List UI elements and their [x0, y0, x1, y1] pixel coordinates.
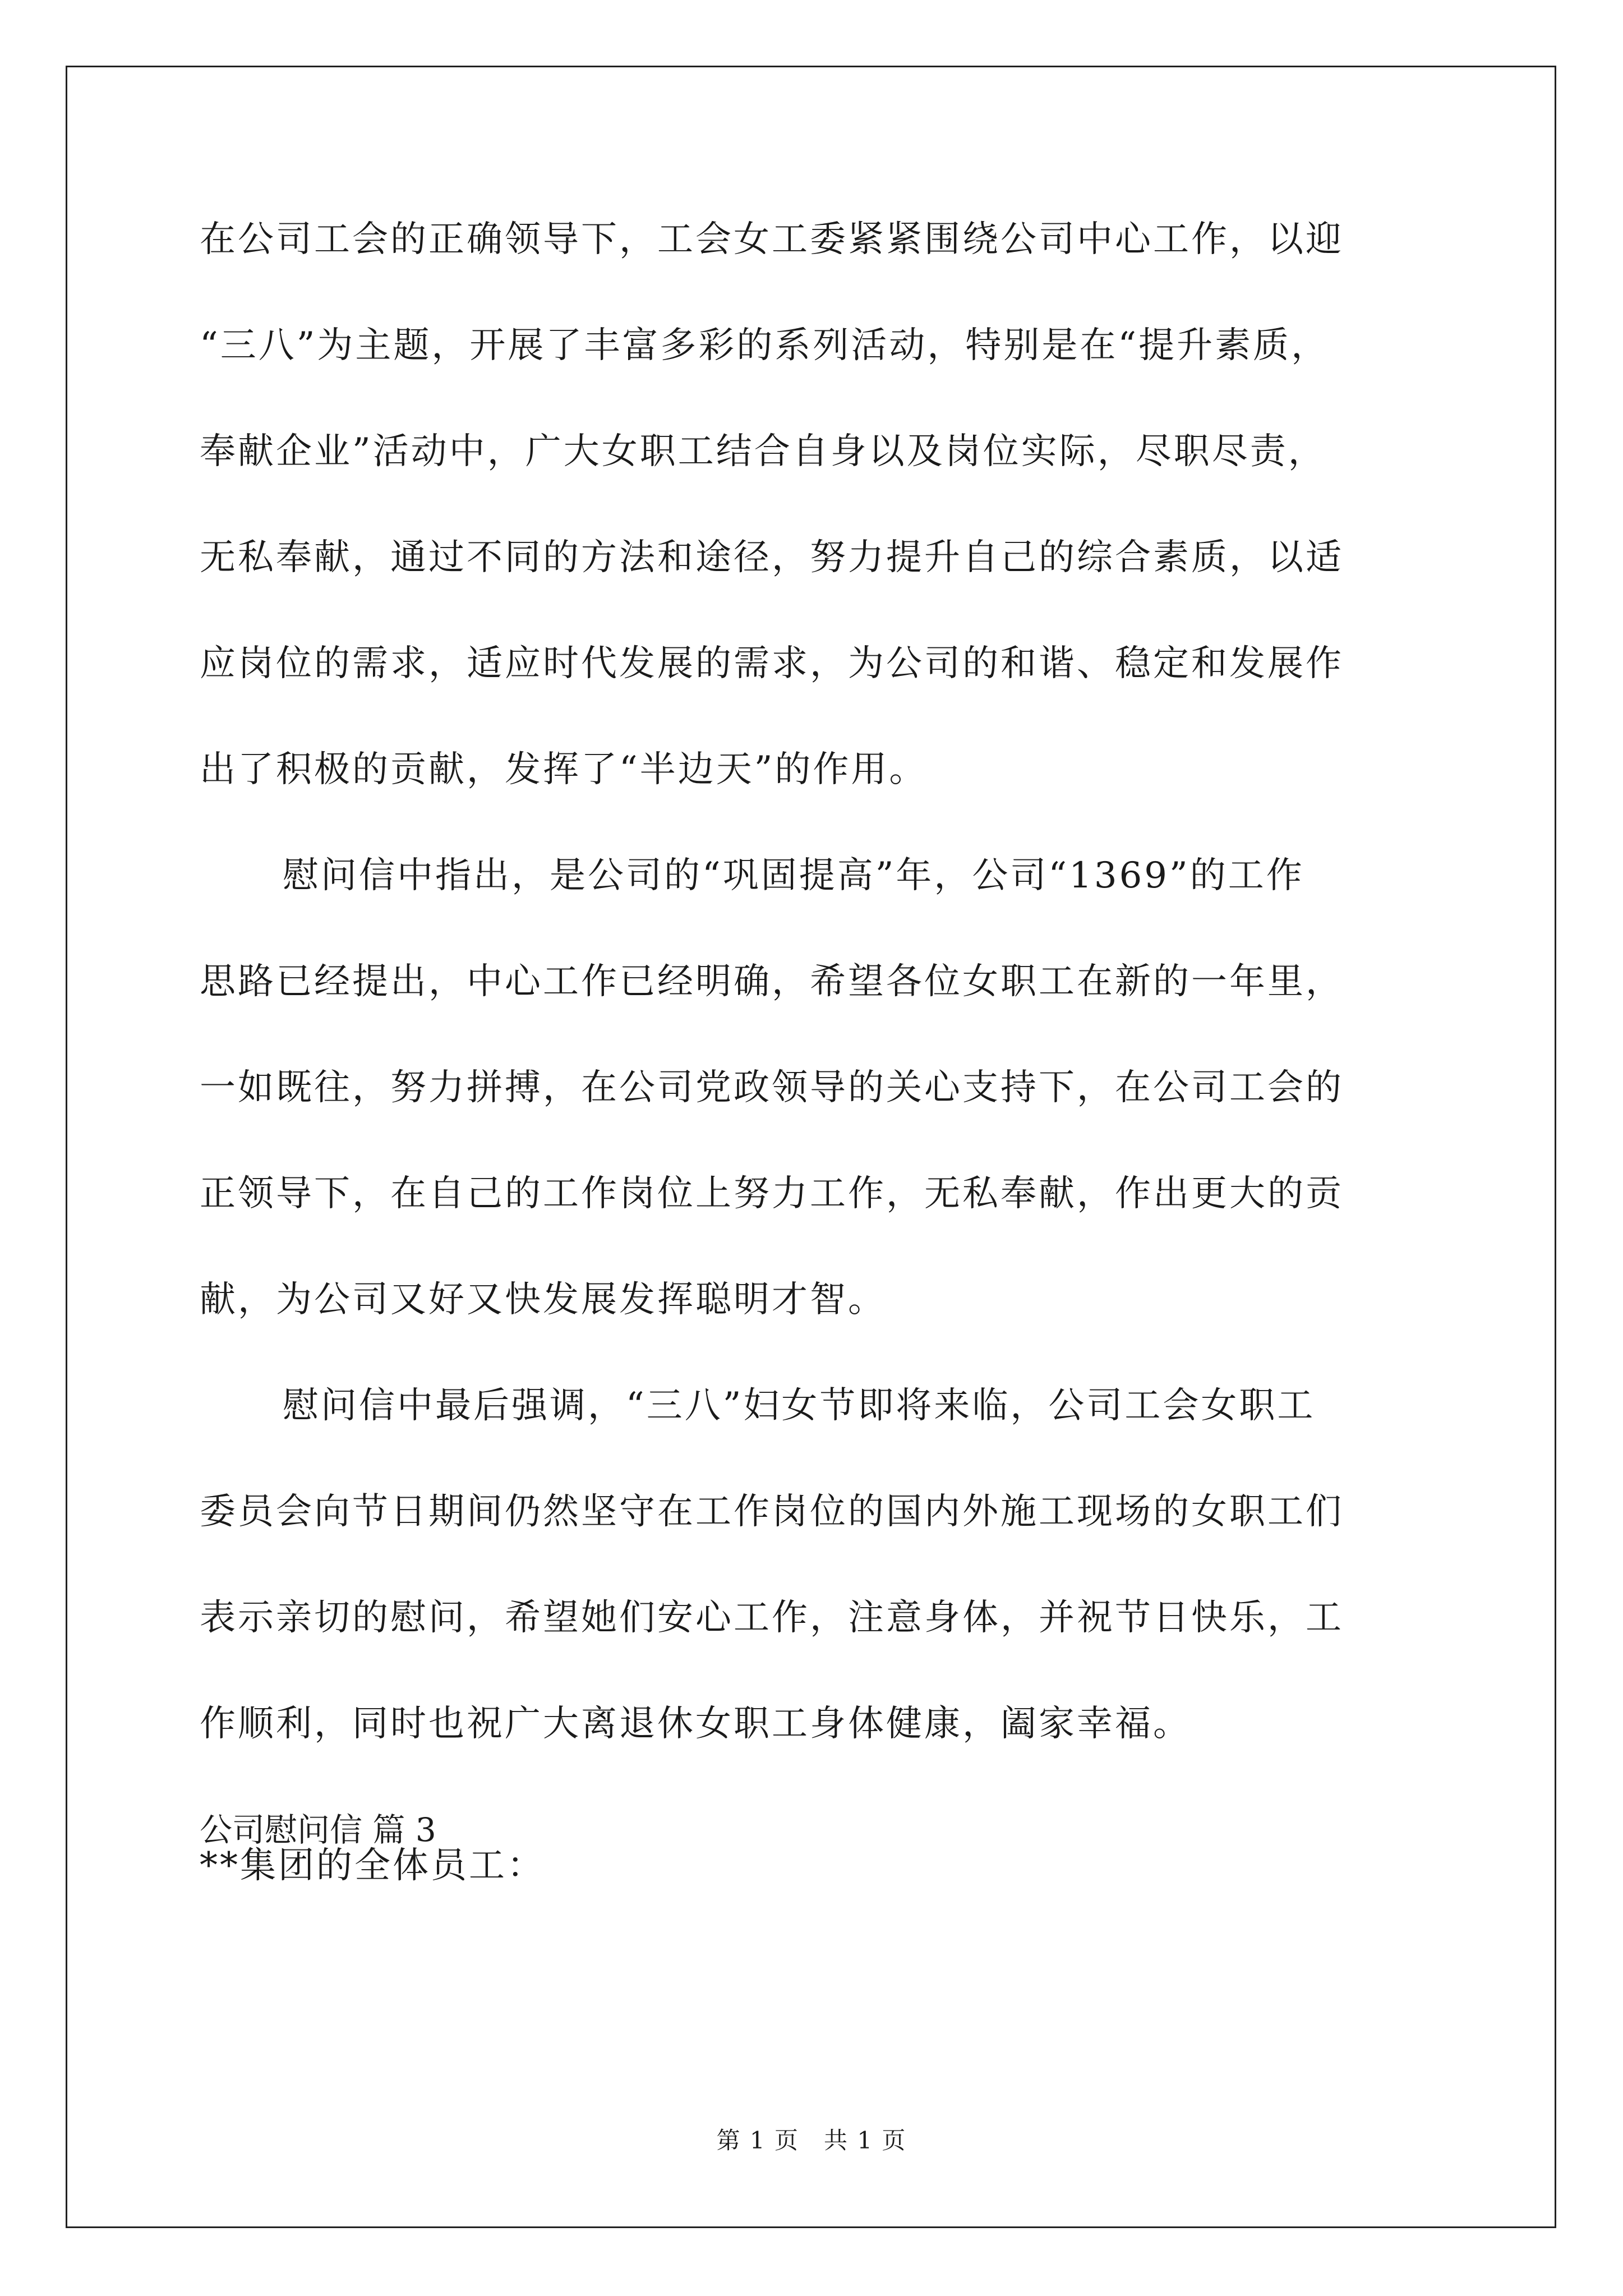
- page-total: 共 1 页: [824, 2127, 907, 2154]
- paragraph-2-line-2: 思路已经提出，中心工作已经明确，希望各位女职工在新的一年里，: [200, 961, 1344, 1002]
- paragraph-1-line-3: 奉献企业”活动中，广大女职工结合自身以及岗位实际，尽职尽责，: [200, 431, 1326, 472]
- paragraph-3-line-3: 表示亲切的慰问，希望她们安心工作，注意身体，并祝节日快乐，工: [200, 1597, 1344, 1639]
- paragraph-1-line-5: 应岗位的需求，适应时代发展的需求，为公司的和谐、稳定和发展作: [200, 643, 1344, 684]
- section-heading: 公司慰问信 篇 3: [200, 1811, 436, 1849]
- paragraph-1-line-6: 出了积极的贡献，发挥了“半边天”的作用。: [200, 749, 928, 790]
- paragraph-1-line-4: 无私奉献，通过不同的方法和途径，努力提升自己的综合素质，以适: [200, 537, 1344, 578]
- paragraph-1-line-1: 在公司工会的正确领导下，工会女工委紧紧围绕公司中心工作，以迎: [200, 219, 1344, 260]
- paragraph-2-line-1: 慰问信中指出，是公司的“巩固提高”年，公司“1369”的工作: [283, 855, 1304, 896]
- page-number: 第 1 页: [716, 2127, 799, 2154]
- document-body: [200, 219, 1433, 1887]
- paragraph-2-line-5: 献，为公司又好又快发展发挥聪明才智。: [200, 1279, 886, 1320]
- page-footer: [0, 2127, 1623, 2154]
- paragraph-1-line-2: “三八”为主题，开展了丰富多彩的系列活动，特别是在“提升素质，: [200, 325, 1330, 366]
- paragraph-2-line-3: 一如既往，努力拼搏，在公司党政领导的关心支持下，在公司工会的: [200, 1067, 1344, 1108]
- paragraph-3-line-2: 委员会向节日期间仍然坚守在工作岗位的国内外施工现场的女职工们: [200, 1491, 1344, 1533]
- paragraph-3-line-1: 慰问信中最后强调，“三八”妇女节即将来临，公司工会女职工: [283, 1385, 1316, 1427]
- paragraph-3-line-4: 作顺利，同时也祝广大离退休女职工身体健康，阖家幸福。: [200, 1703, 1191, 1745]
- salutation: **集团的全体员工：: [200, 1845, 545, 1887]
- paragraph-2-line-4: 正领导下，在自己的工作岗位上努力工作，无私奉献，作出更大的贡: [200, 1173, 1344, 1214]
